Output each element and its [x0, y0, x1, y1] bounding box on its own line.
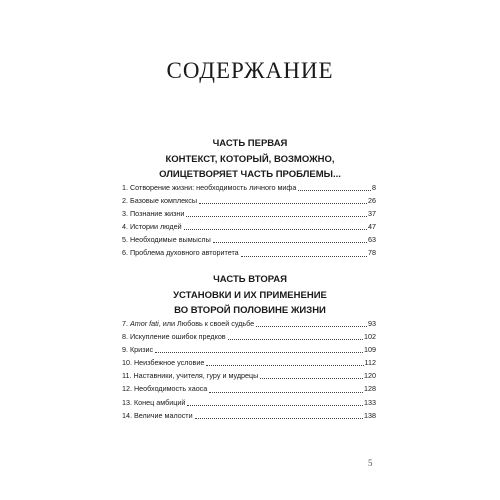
toc-entry-label: 3. Познание жизни [122, 209, 185, 219]
dot-leader [213, 241, 367, 243]
toc-entry[interactable] [122, 358, 376, 371]
toc-entry-page: 63 [368, 235, 376, 245]
toc-entry-page: 78 [368, 248, 376, 258]
toc-entry[interactable] [122, 345, 376, 358]
toc-entry-page: 128 [364, 384, 376, 394]
part-two-heading [0, 272, 500, 319]
dot-leader [241, 255, 367, 257]
toc-entry[interactable] [122, 319, 376, 332]
part-two-heading-line: ЧАСТЬ ВТОРАЯ [213, 274, 287, 285]
toc-entry[interactable] [122, 384, 376, 397]
toc-entry-page: 47 [368, 222, 376, 232]
toc-entry-page: 120 [364, 371, 376, 381]
toc-entry[interactable] [122, 248, 376, 261]
dot-leader [195, 417, 363, 419]
toc-entry-label: 2. Базовые комплексы [122, 196, 198, 206]
toc-entry-label: 8. Искупление ошибок предков [122, 332, 226, 342]
dot-leader [228, 338, 363, 340]
toc-entry-label: 11. Наставники, учителя, гуру и мудрецы [122, 371, 259, 381]
toc-entry[interactable] [122, 235, 376, 248]
part-one-heading-line: ЧАСТЬ ПЕРВАЯ [212, 138, 288, 149]
dot-leader [184, 228, 367, 230]
dot-leader [260, 377, 363, 379]
dot-leader [199, 202, 367, 204]
toc-entry-label [122, 319, 254, 328]
toc-entry[interactable] [122, 332, 376, 345]
toc-entry[interactable] [122, 209, 376, 222]
toc-entry-page: 109 [364, 345, 376, 355]
toc-entry-page: 102 [364, 332, 376, 342]
dot-leader [298, 189, 371, 191]
toc-entry-label: 12. Необходимость хаоса [122, 384, 208, 394]
toc-entry-label-suffix: , или Любовь к своей судьбе [158, 319, 255, 328]
toc-entry[interactable] [122, 222, 376, 235]
dot-leader [256, 325, 367, 327]
toc-entry-label: 9. Кризис [122, 345, 154, 355]
toc-entry-label: 1. Сотворение жизни: необходимость личного мифа [122, 183, 297, 192]
toc-entry-page: 93 [368, 319, 376, 328]
toc-entry-page: 112 [364, 358, 376, 368]
toc-entry-label: 14. Величие малости [122, 410, 193, 420]
toc-entry[interactable] [122, 196, 376, 209]
toc-entry-label: 5. Необходимые вымыслы [122, 235, 211, 245]
toc-entry-page: 26 [368, 196, 376, 206]
part-one-heading-line: КОНТЕКСТ, КОТОРЫЙ, ВОЗМОЖНО, [165, 153, 335, 165]
toc-entry-page: 8 [372, 183, 376, 192]
toc-entry-page: 138 [364, 410, 376, 420]
dot-leader [206, 364, 363, 366]
toc-entry-page: 133 [364, 397, 376, 407]
toc-entry-label: 4. Истории людей [122, 222, 182, 232]
part-one-toc [122, 183, 376, 262]
part-two-toc [122, 319, 376, 424]
page-title: СОДЕРЖАНИЕ [166, 58, 334, 83]
dot-leader [155, 351, 363, 353]
toc-entry-label-italic: Amor fati [130, 319, 159, 328]
toc-entry-label: 10. Неизбежное условие [122, 358, 205, 368]
toc-entry-page: 37 [368, 209, 376, 219]
dot-leader [186, 215, 367, 217]
toc-entry-label-prefix: 7. [122, 319, 130, 328]
toc-entry-label: 6. Проблема духовного авторитета [122, 248, 239, 258]
toc-entry[interactable] [122, 398, 376, 411]
page-number: 5 [368, 458, 373, 468]
part-two-heading-line: УСТАНОВКИ И ИХ ПРИМЕНЕНИЕ [173, 289, 327, 301]
part-two-heading-line: ВО ВТОРОЙ ПОЛОВИНЕ ЖИЗНИ [174, 305, 326, 316]
part-one-heading-line: ОЛИЦЕТВОРЯЕТ ЧАСТЬ ПРОБЛЕМЫ... [159, 169, 341, 180]
toc-entry[interactable] [122, 183, 376, 196]
toc-entry[interactable] [122, 371, 376, 384]
toc-entry-label: 13. Конец амбиций [122, 397, 186, 407]
part-one-heading [0, 136, 500, 183]
dot-leader [209, 391, 363, 393]
dot-leader [187, 404, 363, 406]
toc-entry[interactable] [122, 411, 376, 424]
